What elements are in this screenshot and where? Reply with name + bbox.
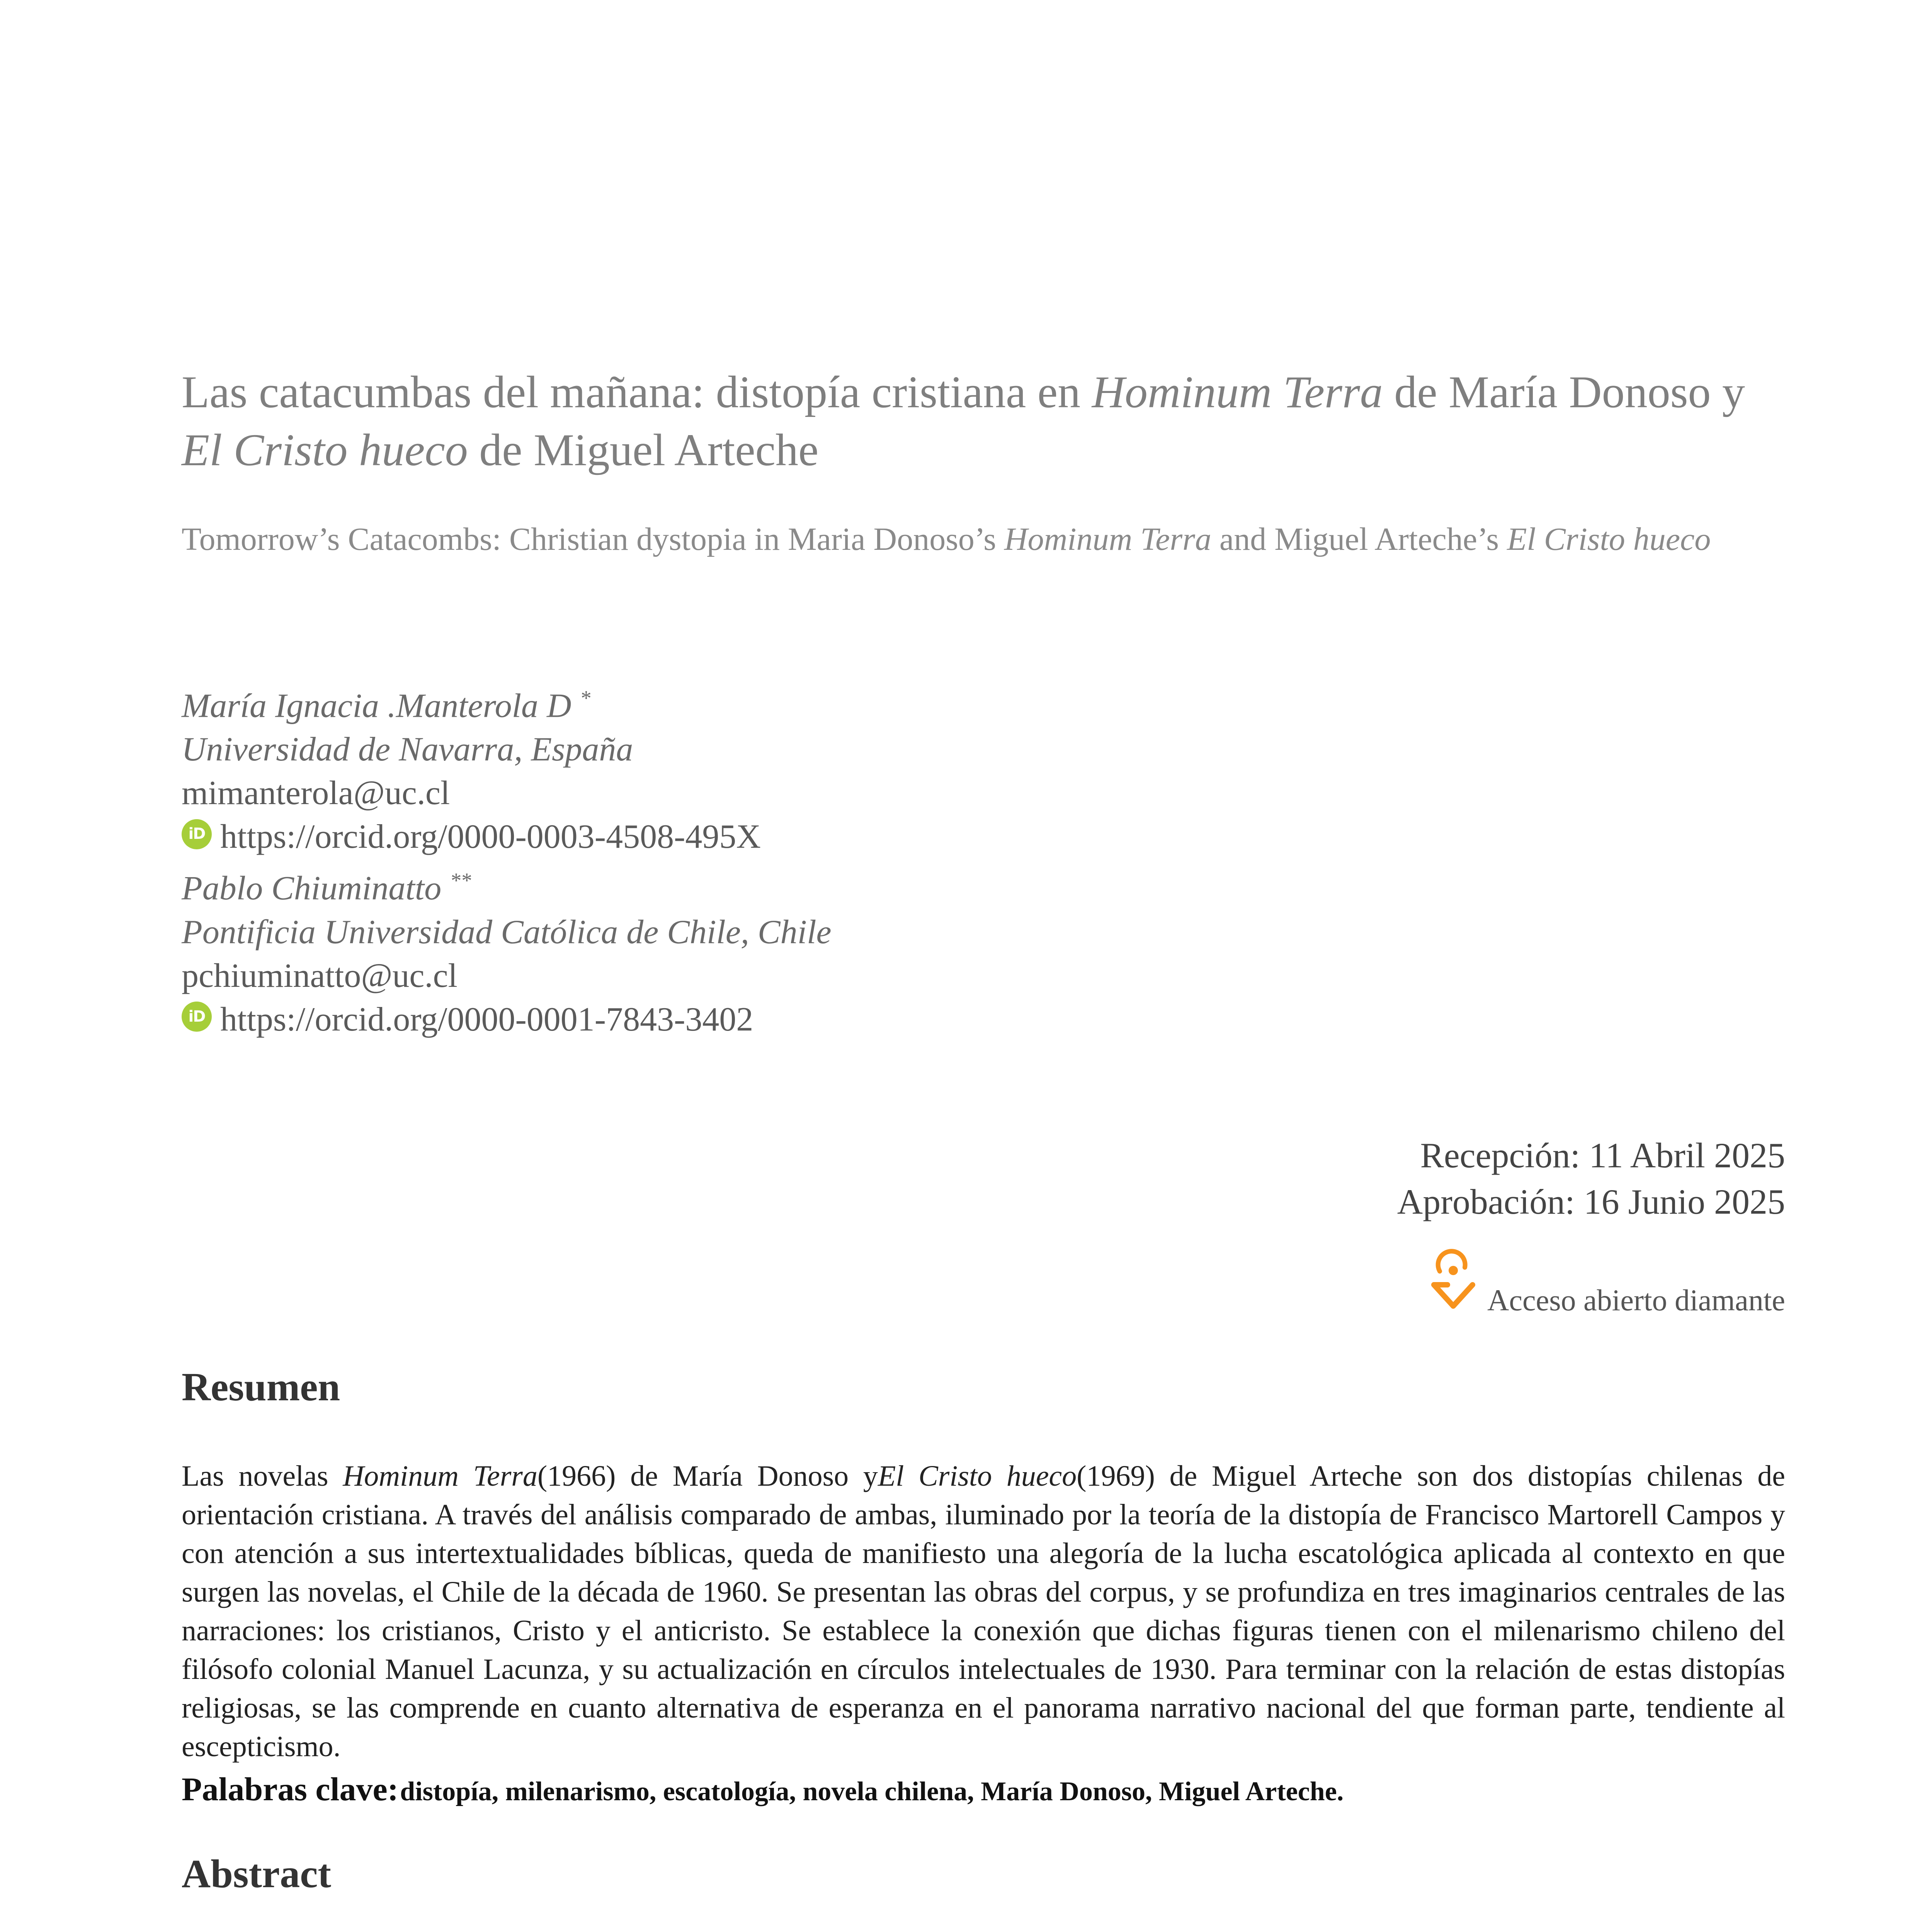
author-email[interactable]: mimanterola@uc.cl xyxy=(182,774,450,812)
orcid-link[interactable]: https://orcid.org/0000-0001-7843-3402 xyxy=(220,1000,753,1038)
article-title: Las catacumbas del mañana: distopía cristiana en Hominum Terra de María Donoso y El Cristo hueco de Miguel Arteche xyxy=(182,367,1745,475)
author-name: Pablo Chiuminatto ** xyxy=(182,869,471,907)
keywords xyxy=(182,1770,1785,1808)
resumen-heading-wrap xyxy=(182,1364,340,1410)
orcid-link[interactable]: https://orcid.org/0000-0003-4508-495X xyxy=(220,818,761,856)
author-block xyxy=(182,676,1341,1041)
orcid-icon: iD xyxy=(182,819,212,849)
approval-date: Aprobación: 16 Junio 2025 xyxy=(1397,1182,1785,1221)
author-affiliation: Universidad de Navarra, España xyxy=(182,731,633,769)
reception-date: Recepción: 11 Abril 2025 xyxy=(1420,1136,1785,1175)
resumen-text: Las novelas Hominum Terra(1966) de María Donoso yEl Cristo hueco(1969) de Miguel Arteche son dos distopías chilenas de orientación cristiana. A través del análisis comparado de ambas, iluminado por la teoría de la distopía de Francisco Martorell Campos y con atención a sus intertextualidades bíblicas, queda de manifiesto una alegoría de la lucha escatológica aplicada al contexto en que surgen las novelas, el Chile de la década de 1960. Se presentan las obras del corpus, y se profundiza en tres imaginarios centrales de las narraciones: los cristianos, Cristo y el anticristo. Se establece la conexión que dichas figuras tienen con el milenarismo chileno del filósofo colonial Manuel Lacunza, y su actualización en círculos intelectuales de 1930. Para terminar con la relación de estas distopías religiosas, se las comprende en cuanto alternativa de esperanza en el panorama narrativo nacional del que forman parte, tendiente al escepticismo. xyxy=(182,1460,1786,1763)
keywords-value: distopía, milenarismo, escatología, novela chilena, María Donoso, Miguel Arteche. xyxy=(400,1777,1344,1806)
article-subtitle: Tomorrow’s Catacombs: Christian dystopia in Maria Donoso’s Hominum Terra and Miguel Arteche’s El Cristo hueco xyxy=(182,521,1711,557)
orcid-icon: iD xyxy=(182,1002,212,1032)
author-orcid[interactable] xyxy=(182,815,1341,859)
dates-block xyxy=(1397,1132,1785,1225)
author-name: María Ignacia .Manterola D * xyxy=(182,686,591,725)
keywords-label: Palabras clave: xyxy=(182,1770,399,1808)
author-orcid[interactable] xyxy=(182,998,1341,1041)
open-access-label: Acceso abierto diamante xyxy=(1487,1283,1785,1317)
author-email[interactable]: pchiuminatto@uc.cl xyxy=(182,957,457,995)
open-access-badge xyxy=(1430,1244,1785,1318)
resumen-heading: Resumen xyxy=(182,1365,340,1409)
abstract-heading-wrap xyxy=(182,1851,331,1897)
abstract-heading: Abstract xyxy=(182,1852,332,1896)
open-access-icon xyxy=(1430,1244,1476,1318)
author-affiliation: Pontificia Universidad Católica de Chile, Chile xyxy=(182,913,832,951)
